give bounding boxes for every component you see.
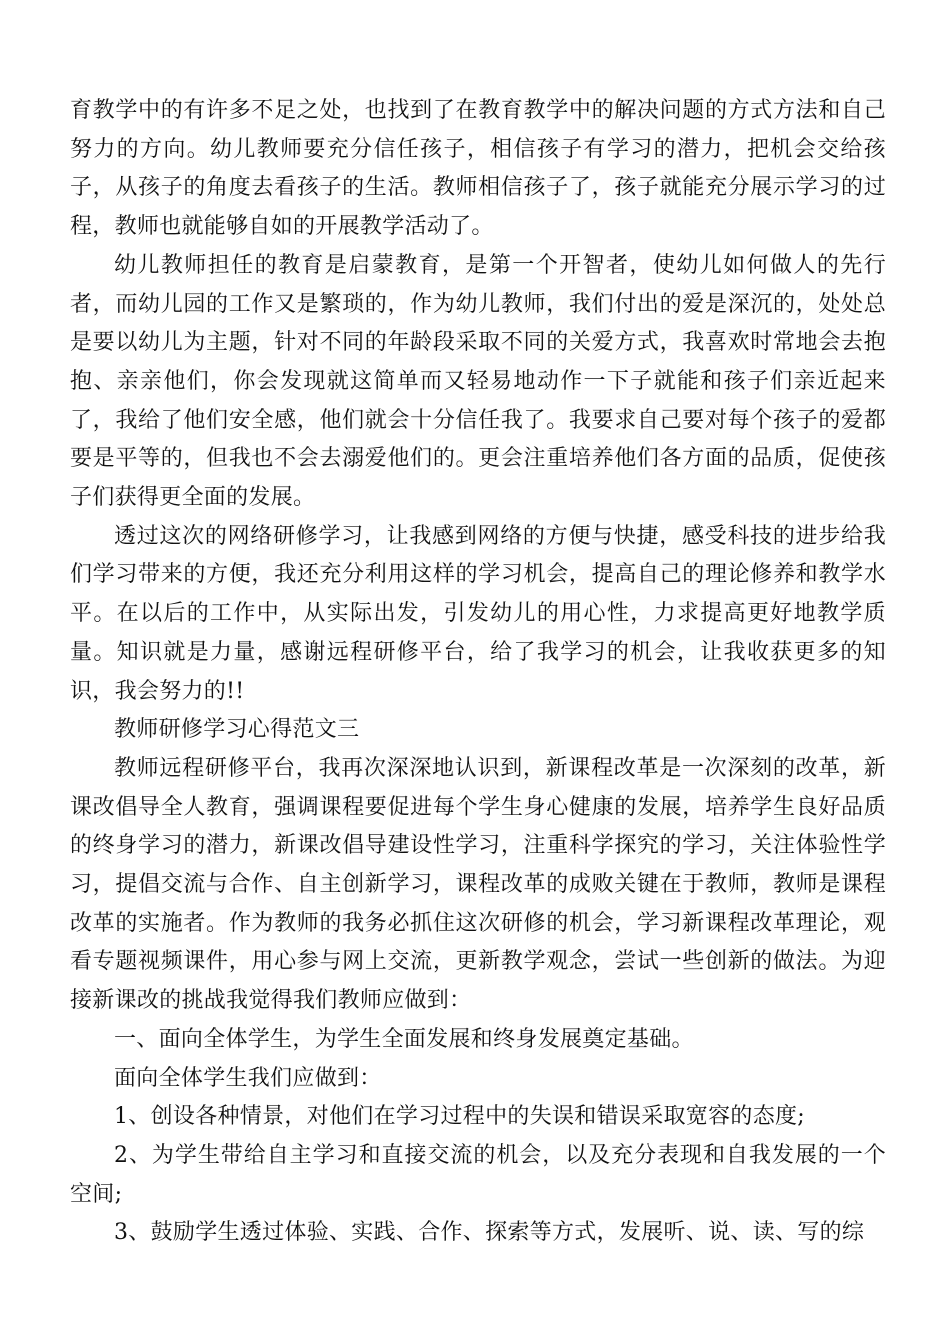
list-intro: 面向全体学生我们应做到： <box>114 1065 382 1091</box>
point-heading-one: 一、面向全体学生，为学生全面发展和终身发展奠定基础。 <box>114 1026 694 1052</box>
paragraph-online-study: 透过这次的网络研修学习，让我感到网络的方便与快捷，感受科技的进步给我们学习带来的方便，我还充分利用这样的学习机会，提高自己的理论修养和教学水平。在以后的工作中，从实际出发，引发幼儿的用心性，力求提高更好地教学质量。知识就是力量，感谢远程研修平台，给了我学习的机会，让我收获更多的知识，我会努力的!! <box>70 523 886 704</box>
paragraph-curriculum-reform: 教师远程研修平台，我再次深深地认识到，新课程改革是一次深刻的改革，新课改倡导全人教育，强调课程要促进每个学生身心健康的发展，培养学生良好品质的终身学习的潜力，新课改倡导建设性学习，注重科学探究的学习，关注体验性学习，提倡交流与合作、自主创新学习，课程改革的成败关键在于教师，教师是课程改革的实施者。作为教师的我务必抓住这次研修的机会，学习新课程改革理论，观看专题视频课件，用心参与网上交流，更新教学观念，尝试一些创新的做法。为迎接新课改的挑战我觉得我们教师应做到： <box>70 755 886 1014</box>
section-heading: 教师研修学习心得范文三 <box>114 717 360 743</box>
list-item-1: 1、创设各种情景，对他们在学习过程中的失误和错误采取宽容的态度; <box>114 1104 806 1130</box>
paragraph-enlightenment-education: 幼儿教师担任的教育是启蒙教育，是第一个开智者，使幼儿如何做人的先行者，而幼儿园的工作又是繁琐的，作为幼儿教师，我们付出的爱是深沉的，处处总是要以幼儿为主题，针对不同的年龄段采取不同的关爱方式，我喜欢时常地会去抱抱、亲亲他们，你会发现就这简单而又轻易地动作一下子就能和孩子们亲近起来了，我给了他们安全感，他们就会十分信任我了。我要求自己要对每个孩子的爱都要是平等的，但我也不会去溺爱他们的。更会注重培养他们各方面的品质，促使孩子们获得更全面的发展。 <box>70 252 886 511</box>
list-item-2: 2、为学生带给自主学习和直接交流的机会，以及充分表现和自我发展的一个空间; <box>70 1142 886 1207</box>
document-body <box>70 92 886 1253</box>
list-item-3: 3、鼓励学生透过体验、实践、合作、探索等方式，发展听、说、读、写的综 <box>114 1220 865 1246</box>
paragraph-continuation: 育教学中的有许多不足之处，也找到了在教育教学中的解决问题的方式方法和自己努力的方向。幼儿教师要充分信任孩子，相信孩子有学习的潜力，把机会交给孩子，从孩子的角度去看孩子的生活。教师相信孩子了，孩子就能充分展示学习的过程，教师也就能够自如的开展教学活动了。 <box>70 98 886 240</box>
